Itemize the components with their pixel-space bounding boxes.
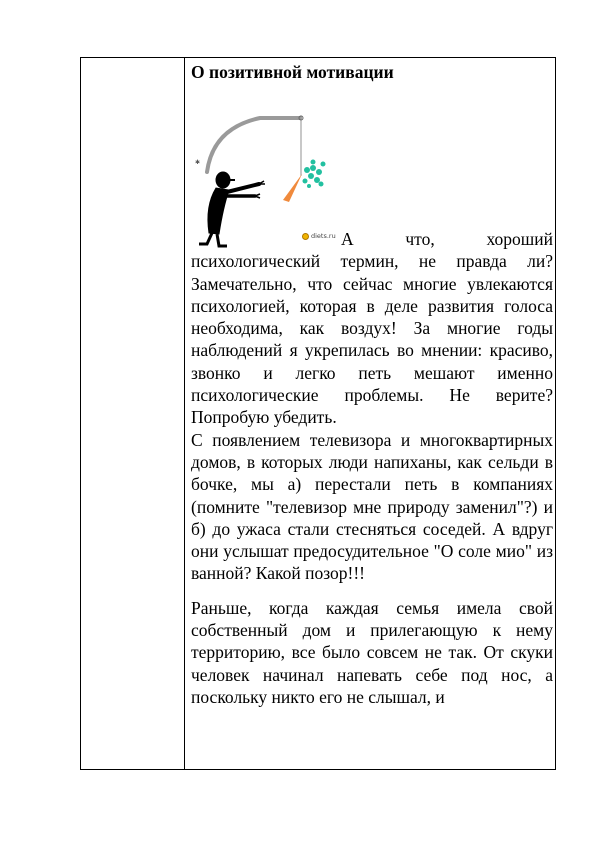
content-cell (185, 58, 555, 769)
svg-text:✱: ✱ (195, 159, 201, 166)
logo-text: diets.ru (311, 232, 336, 240)
layout-table (80, 57, 556, 770)
rod-icon (207, 118, 300, 172)
left-column (81, 58, 185, 769)
paragraph: А что, хороший психологический термин, не правда ли? Замечательно, что сейчас многие увлекаются психологией, которая в деле развития голоса необходима, как воздух! За многие годы наблюдений я укрепилась во мнении: красиво, звонко и легко петь мешают именно психологические проблемы. Не верите? Попробую убедить. (191, 229, 553, 428)
paragraph: Раньше, когда каждая семья имела свой собственный дом и прилегающую к нему территорию, все было совсем не так. От скуки человек начинал напевать себе под нос, а поскольку никто его не слышал, и (191, 597, 553, 707)
carrot-icon (283, 160, 326, 203)
article-title: О позитивной мотивации (191, 62, 394, 82)
article-body (191, 228, 553, 708)
carrot-motivation-illustration (185, 88, 345, 248)
paragraph: С появлением телевизора и многоквартирных домов, в которых люди напиханы, как сельди в бочке, мы а) перестали петь в компаниях (помните "телевизор мне природу заменил"?) и б) до ужаса стали стесняться соседей. А вдруг они услышат предосудительное "О соле мио" из ванной? Какой позор!!! (191, 429, 553, 584)
